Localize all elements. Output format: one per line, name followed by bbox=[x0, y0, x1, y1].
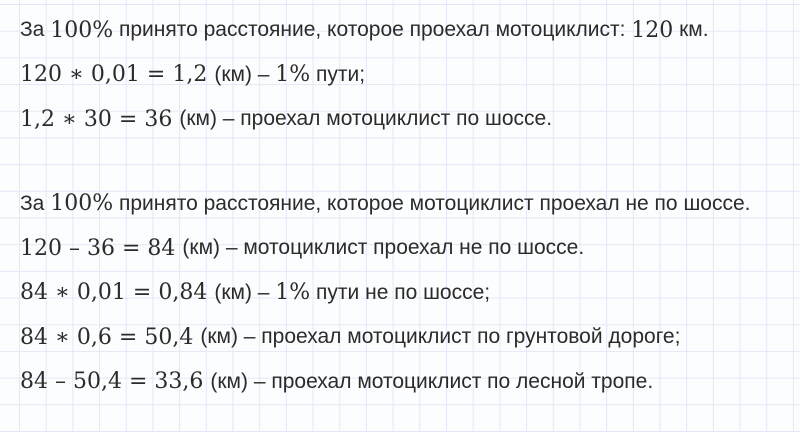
solution-block-highway-part bbox=[20, 8, 800, 142]
formula-segment: 100% bbox=[50, 191, 114, 217]
formula-segment: 120 bbox=[631, 17, 674, 43]
formula-segment: 100% bbox=[50, 17, 114, 43]
solution-line bbox=[20, 8, 800, 53]
text-segment: км. bbox=[673, 18, 709, 42]
text-segment: (км) – проехал мотоциклист по лесной тропе. bbox=[210, 369, 654, 393]
text-segment: принято расстояние, которое мотоциклист проехал не по шоссе. bbox=[113, 191, 751, 215]
formula-segment: 84 ∗ 0,6 = 50,4 bbox=[20, 324, 201, 350]
text-segment: (км) – проехал мотоциклист по шоссе. bbox=[179, 107, 553, 131]
text-segment: За bbox=[20, 191, 51, 215]
solution-text bbox=[20, 8, 800, 404]
formula-segment: 84 ∗ 0,01 = 0,84 bbox=[20, 280, 215, 306]
solution-line bbox=[20, 97, 800, 142]
solution-line bbox=[20, 315, 800, 360]
formula-segment: 84 – 50,4 = 33,6 bbox=[20, 369, 211, 395]
formula-segment: 1% bbox=[275, 62, 311, 88]
text-segment: (км) – мотоциклист проехал не по шоссе. bbox=[182, 236, 585, 260]
text-segment: принято расстояние, которое проехал мотоциклист: bbox=[113, 18, 632, 42]
solution-block-off-highway-part bbox=[20, 182, 800, 405]
solution-line bbox=[20, 271, 800, 316]
text-segment: (км) – проехал мотоциклист по грунтовой дороге; bbox=[200, 325, 681, 349]
solution-line bbox=[20, 182, 800, 227]
formula-segment: 120 – 36 = 84 bbox=[20, 235, 183, 261]
solution-line bbox=[20, 226, 800, 271]
text-segment: За bbox=[20, 18, 51, 42]
text-segment: (км) – bbox=[214, 62, 276, 86]
text-segment: пути не по шоссе; bbox=[310, 280, 491, 304]
formula-segment: 1,2 ∗ 30 = 36 bbox=[20, 106, 180, 132]
formula-segment: 1% bbox=[275, 280, 311, 306]
solution-line bbox=[20, 53, 800, 98]
solution-line bbox=[20, 360, 800, 405]
text-segment: (км) – bbox=[214, 280, 276, 304]
text-segment: пути; bbox=[310, 62, 366, 86]
formula-segment: 120 ∗ 0,01 = 1,2 bbox=[20, 62, 215, 88]
